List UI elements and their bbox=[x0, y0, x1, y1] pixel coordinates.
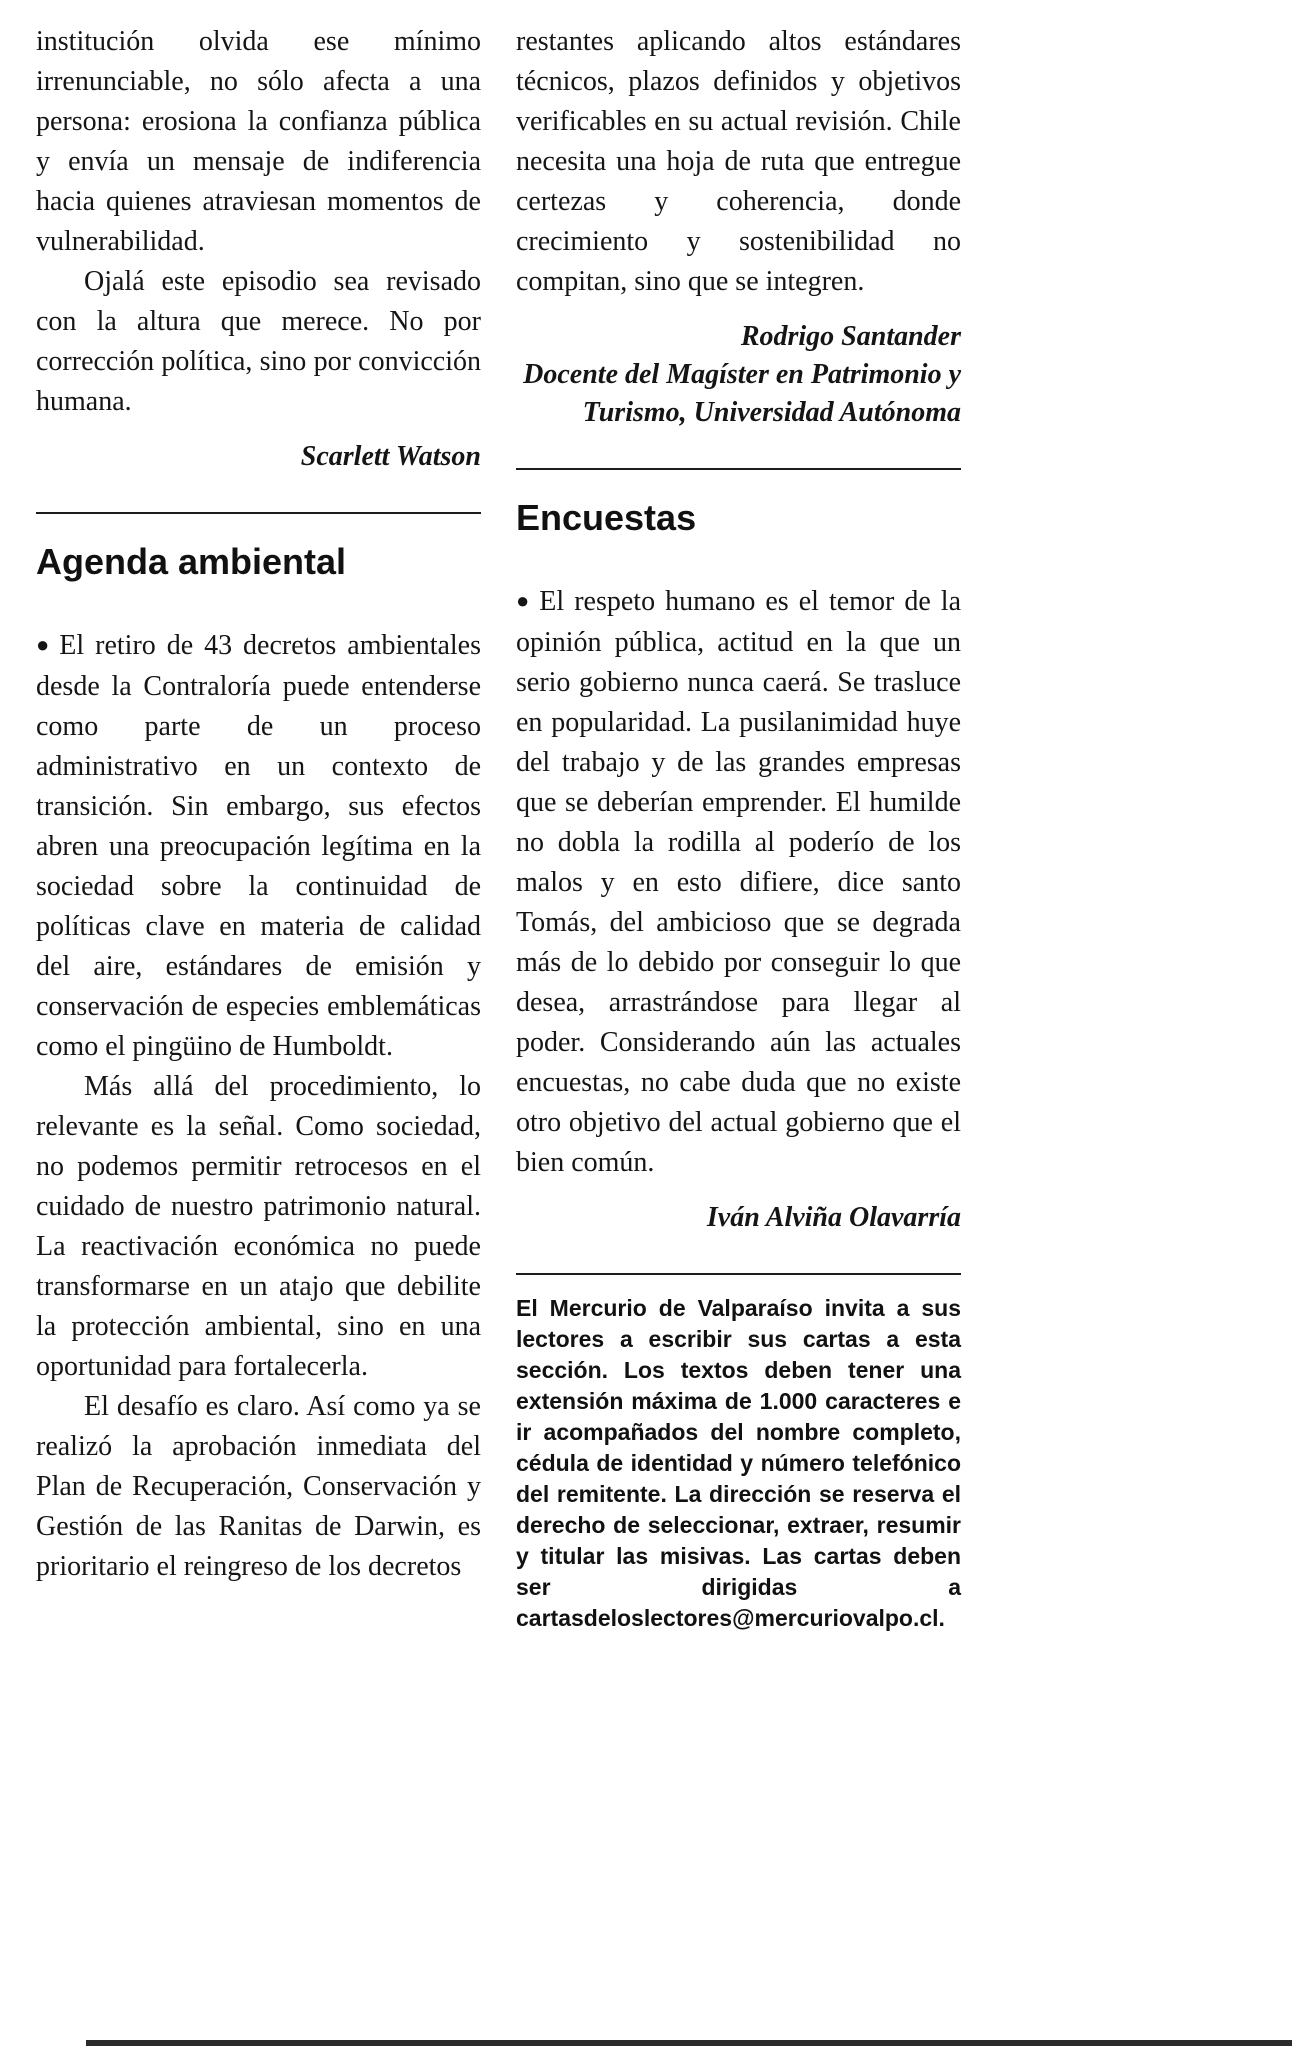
letter-signature-name: Rodrigo Santander bbox=[740, 321, 961, 352]
letter-paragraph: Más allá del procedimiento, lo relevante es la señal. Como sociedad, no podemos permitir retrocesos en el cuidado de nuestro patrimonio natural. La reactivación económica no puede transformarse en un atajo que debilite la protección ambiental, sino en una oportunidad para fortalecerla. bbox=[36, 1071, 481, 1382]
letter-signature: Iván Alviña Olavarría bbox=[706, 1202, 961, 1233]
left-column bbox=[36, 22, 481, 1634]
right-column bbox=[516, 22, 961, 1634]
letter-paragraph-text: El retiro de 43 decretos ambientales desde la Contraloría puede entenderse como parte de un proceso administrativo en un contexto de transición. Sin embargo, sus efectos abren una preocupación legítima en la sociedad sobre la continuidad de políticas clave en materia de calidad del aire, estándares de emisión y conservación de especies emblemáticas como el pingüino de Humboldt. bbox=[36, 630, 481, 1062]
letter-paragraph-bulleted bbox=[516, 582, 961, 1183]
bullet-icon: ● bbox=[516, 588, 530, 613]
section-divider bbox=[36, 512, 481, 514]
letter-paragraph: El desafío es claro. Así como ya se realizó la aprobación inmediata del Plan de Recuperación, Conservación y Gestión de las Ranitas de Darwin, es prioritario el reingreso de los decretos bbox=[36, 1391, 481, 1582]
section-divider bbox=[516, 468, 961, 470]
section-heading-encuestas: Encuestas bbox=[516, 497, 697, 538]
letter-paragraph-continuation: restantes aplicando altos estándares técnicos, plazos definidos y objetivos verificables en su actual revisión. Chile necesita una hoja de ruta que entregue certezas y coherencia, donde crecimiento y sostenibilidad no compitan, sino que se integren. bbox=[516, 26, 961, 297]
letter-signature-role: Docente del Magíster en Patrimonio y Turismo, Universidad Autónoma bbox=[523, 359, 961, 428]
letter-paragraph: Ojalá este episodio sea revisado con la altura que merece. No por corrección política, sino por convicción humana. bbox=[36, 266, 481, 417]
section-divider bbox=[516, 1273, 961, 1275]
page-bottom-rule bbox=[86, 2040, 1292, 2046]
section-heading-agenda-ambiental: Agenda ambiental bbox=[36, 541, 347, 582]
letter-paragraph-text: El respeto humano es el temor de la opinión pública, actitud en la que un serio gobierno nunca caerá. Se trasluce en popularidad. La pusilanimidad huye del trabajo y de las grandes empresas que se deberían emprender. El humilde no dobla la rodilla al poderío de los malos y en esto difiere, dice santo Tomás, del ambicioso que se degrada más de lo debido por conseguir lo que desea, arrastrándose para llegar al poder. Considerando aún las actuales encuestas, no cabe duda que no existe otro objetivo del actual gobierno que el bien común. bbox=[516, 586, 961, 1178]
letter-signature: Scarlett Watson bbox=[300, 441, 481, 472]
letters-columns bbox=[36, 22, 1292, 1634]
bullet-icon: ● bbox=[36, 632, 50, 657]
letters-submission-note: El Mercurio de Valparaíso invita a sus lectores a escribir sus cartas a esta sección. Los textos deben tener una extensión máxima de 1.000 caracteres e ir acompañados del nombre completo, cédula de identidad y número telefónico del remitente. La dirección se reserva el derecho de seleccionar, extraer, resumir y titular las misivas. Las cartas deben ser dirigidas a cartasdeloslectores@mercuriovalpo.cl. bbox=[516, 1295, 961, 1631]
letter-paragraph-continuation: institución olvida ese mínimo irrenunciable, no sólo afecta a una persona: erosiona la confianza pública y envía un mensaje de indiferencia hacia quienes atraviesan momentos de vulnerabilidad. bbox=[36, 26, 481, 257]
letter-signature-block bbox=[516, 318, 961, 432]
letter-paragraph-bulleted bbox=[36, 626, 481, 1067]
